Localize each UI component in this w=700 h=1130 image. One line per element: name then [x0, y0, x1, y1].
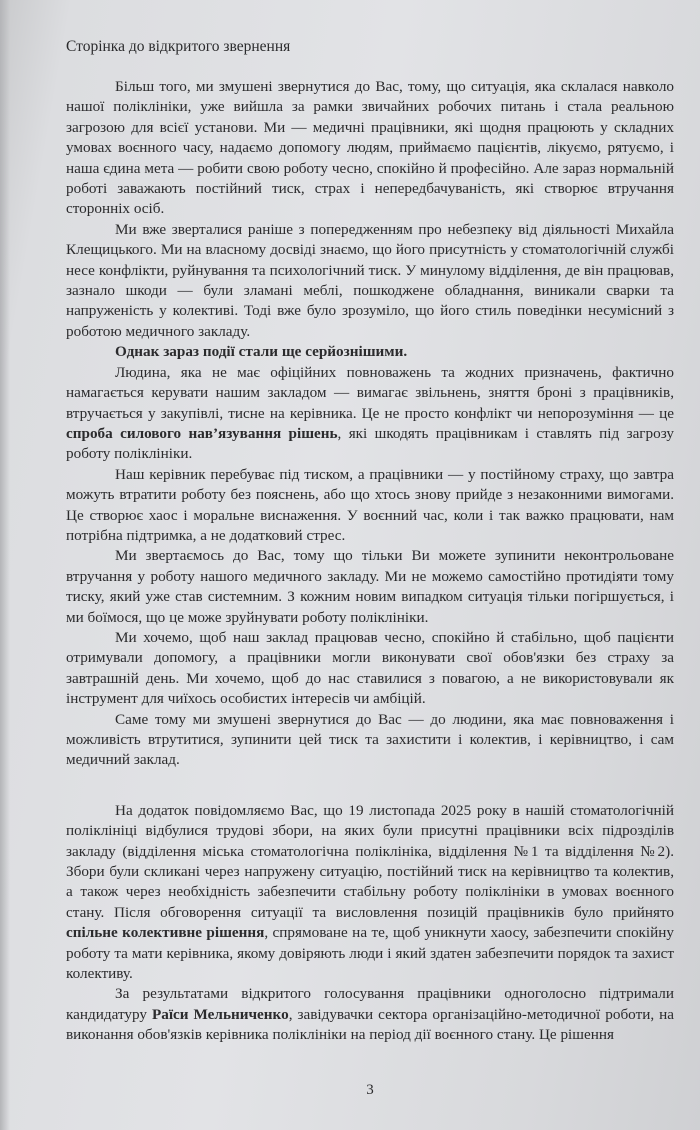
text-segment: Саме тому ми змушені звернутися до Вас — до людини, яка має повноваження і можливість втрутитися, зупинити цей тиск та захистити і колектив, і керівництво, і сам медичний заклад.: [66, 710, 674, 769]
bold-text: спроба силового нав’язування рішень: [66, 424, 338, 442]
paragraph: [66, 465, 674, 547]
text-segment: , спрямоване на те, щоб уникнути хаосу, забезпечити спокійну роботу та мати керівника, якому довіряють люди і який здатен забезпечити порядок та захист колективу.: [66, 924, 674, 983]
text-segment: За результатами відкритого голосування працівники одноголосно підтримали кандидатуру: [66, 985, 674, 1023]
paragraph: [66, 77, 674, 220]
text-segment: Ми хочемо, щоб наш заклад працював чесно, спокійно й стабільно, щоб пацієнти отримували допомогу, а працівники могли виконувати свої обов'язки без страху за завтрашній день. Ми хочемо, щоб до нас ставилися з повагою, а не використовували як інструмент для чиїхось особистих інтересів чи амбіцій.: [66, 628, 674, 708]
text-segment: , завідувачки сектора організаційно-методичної роботи, на виконання обов'язків керівника поліклініки на період дії воєнного стану. Це рішення: [66, 1005, 674, 1044]
bold-text: Однак зараз події стали ще серйознішими.: [115, 343, 408, 361]
bold-text: спільне колективне рішення: [66, 924, 265, 942]
paragraph: [66, 628, 674, 710]
text-segment: Наш керівник перебуває під тиском, а працівники — у постійному страху, що завтра можуть втратити роботу без пояснень, або що хтось знову прийде з незаконними вимогами. Це створює хаос і моральне виснаження. У воєнний час, коли і так важко працювати, нам потрібна підтримка, а не додатковий стрес.: [66, 465, 674, 544]
text-segment: Людина, яка не має офіційних повноважень та жодних призначень, фактично намагається керувати нашим закладом — вимагає звільнень, зняття броні з працівників, втручається у закупівлі, тисне на керівника. Це не просто конфлікт чи непорозуміння — це: [66, 363, 674, 422]
paragraph: [66, 342, 674, 362]
paragraph: [66, 220, 674, 342]
page-heading: Сторінка до відкритого звернення: [66, 38, 291, 55]
paragraph: [66, 801, 674, 985]
bold-text: Раїси Мельниченко: [151, 1005, 289, 1023]
text-segment: , які шкодять працівникам і ставлять під загрозу роботу поліклініки.: [66, 424, 674, 463]
document-body: [66, 77, 674, 1046]
text-segment: Ми вже зверталися раніше з попередженням про небезпеку від діяльності Михайла Клещицького. Ми на власному досвіді знаємо, що його присутність у стоматологічній службі несе конфлікти, руйнування та психологічний тиск. У минулому відділення, де він працював, зазнало шкоди — були зламані меблі, пошкоджене обладнання, виникали сварки та напруженість у колективі. Тоді вже було зрозуміло, що його стиль поведінки несумісний з роботою медичного закладу.: [66, 220, 674, 340]
scan-edge-shadow: [0, 0, 10, 1130]
paragraph: [66, 984, 674, 1045]
paragraph: [66, 710, 674, 771]
page-number: 3: [366, 1081, 374, 1098]
text-segment: На додаток повідомляємо Вас, що 19 листопада 2025 року в нашій стоматологічній поліклініці відбулися трудові збори, на яких були присутні працівники всіх підрозділів закладу (відділення міська стоматологічна поліклініка, відділення №1 та відділення №2). Збори були скликані через напружену ситуацію, постійний тиск на керівництво та колектив, а також через необхідність забезпечити стабільну роботу поліклініки в умовах воєнного стану. Після обговорення ситуації та висловлення позицій працівників було прийнято: [66, 801, 674, 921]
paragraph: [66, 546, 674, 628]
paragraph: [66, 363, 674, 465]
text-segment: Ми звертаємось до Вас, тому що тільки Ви можете зупинити неконтрольоване втручання у роботу нашого медичного закладу. Ми не можемо самостійно протидіяти тому тиску, який уже став системним. З кожним новим випадком ситуація тільки погіршується, і ми боїмося, що це може зруйнувати роботу поліклініки.: [66, 547, 674, 626]
text-segment: Більш того, ми змушені звернутися до Вас, тому, що ситуація, яка склалася навколо нашої поліклініки, уже вийшла за рамки звичайних робочих питань і стала реальною загрозою для всієї установи. Ми — медичні працівники, які щодня працюють у складних умовах воєнного часу, надаємо допомогу людям, приймаємо пацієнтів, лікуємо, рятуємо, і наша єдина мета — робити свою роботу чесно, спокійно й професійно. Але зараз нормальній роботі заважають постійний тиск, страх і непередбачуваність, які створює втручання сторонніх осіб.: [66, 78, 674, 218]
document-page: [66, 0, 674, 1130]
